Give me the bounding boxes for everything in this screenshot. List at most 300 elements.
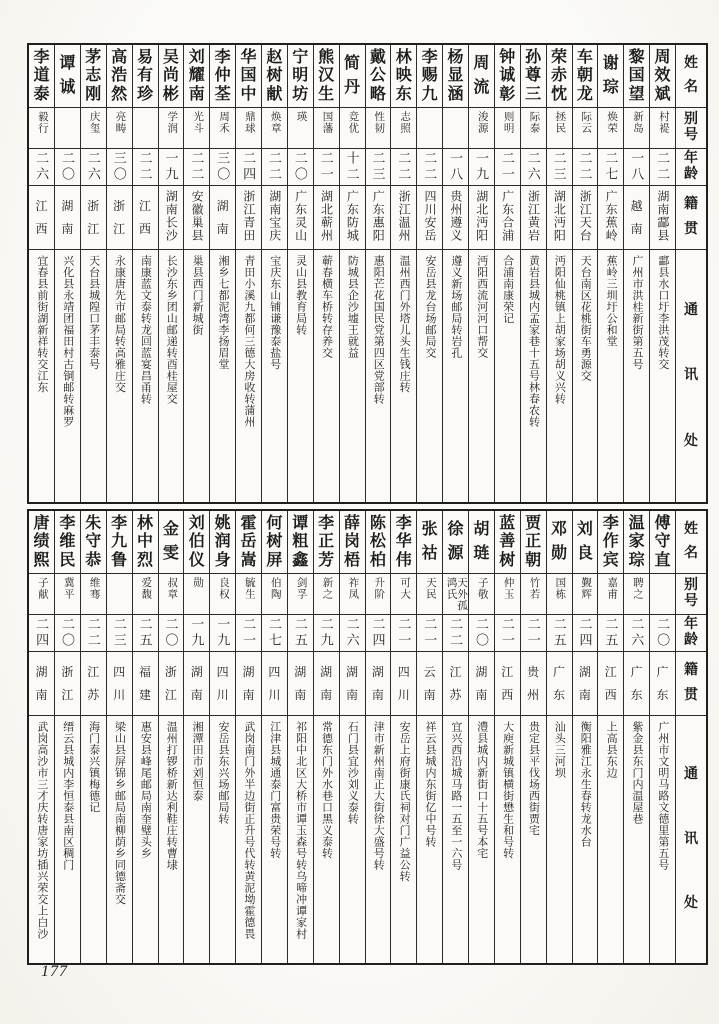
person-age bbox=[547, 149, 572, 186]
person-name: 陈 松 柏 bbox=[366, 511, 391, 574]
header-alias: 别 号 bbox=[676, 574, 706, 615]
person-name: 胡 琏 bbox=[469, 511, 494, 574]
person-native bbox=[391, 186, 416, 250]
person-address bbox=[624, 250, 649, 502]
person-age bbox=[417, 149, 442, 186]
person-native: 广 东 bbox=[624, 652, 649, 716]
person-address-text: 汕头三河坝 bbox=[553, 721, 566, 779]
person-alias-text: 鼎球 bbox=[243, 111, 255, 134]
person-address bbox=[521, 250, 546, 502]
person-age bbox=[340, 149, 365, 186]
person-age bbox=[29, 149, 54, 186]
person-name: 李 仲 荃 bbox=[210, 45, 235, 108]
person-native: 江 西 bbox=[495, 652, 520, 716]
person-address-text: 广州市洪桂新街第五号 bbox=[630, 255, 643, 370]
person-alias-text: 毓生 bbox=[243, 577, 255, 600]
person-alias-text: 际云 bbox=[580, 111, 592, 134]
person-column bbox=[649, 511, 675, 963]
person-alias bbox=[81, 108, 106, 149]
person-native bbox=[443, 186, 468, 250]
person-alias bbox=[417, 108, 442, 149]
person-column bbox=[546, 511, 572, 963]
person-alias-text: 际泰 bbox=[528, 111, 540, 134]
person-alias bbox=[107, 108, 132, 149]
person-alias bbox=[650, 574, 675, 615]
person-age-text: 二六 bbox=[525, 151, 541, 183]
person-native bbox=[469, 186, 494, 250]
person-age-text: 一八 bbox=[629, 151, 645, 183]
person-age-text: 二〇 bbox=[59, 617, 75, 649]
person-alias-text: 庆玺 bbox=[88, 111, 100, 134]
person-alias bbox=[288, 574, 313, 615]
person-age bbox=[650, 615, 675, 652]
person-native: 湖 南 bbox=[29, 652, 54, 716]
person-age-text: 二五 bbox=[292, 617, 308, 649]
person-age bbox=[314, 615, 339, 652]
person-address bbox=[81, 716, 106, 963]
person-column bbox=[132, 45, 158, 502]
person-alias-text: 良权 bbox=[217, 577, 229, 600]
person-address-text: 湘潭田市刘恒泰 bbox=[191, 721, 204, 802]
directory-table-top bbox=[27, 43, 708, 504]
person-alias-text: 学润 bbox=[166, 111, 178, 134]
person-native-text: 广东防城 bbox=[345, 190, 360, 242]
person-native bbox=[236, 186, 261, 250]
person-address-text: 温州打锣桥新达利鞋庄转曹埭 bbox=[165, 721, 178, 871]
person-name: 孙 尊 三 bbox=[521, 45, 546, 108]
person-age-text: 二二 bbox=[422, 151, 438, 183]
person-name: 李 道 泰 bbox=[29, 45, 54, 108]
person-alias-text: 升阶 bbox=[373, 577, 385, 600]
person-column bbox=[365, 511, 391, 963]
person-address bbox=[443, 250, 468, 502]
person-age bbox=[573, 615, 598, 652]
person-address bbox=[81, 250, 106, 502]
person-age bbox=[314, 149, 339, 186]
person-address-text: 灵山县教育局转 bbox=[294, 255, 307, 336]
person-address bbox=[598, 716, 623, 963]
person-age bbox=[236, 615, 261, 652]
person-age bbox=[288, 615, 313, 652]
person-name: 茅 志 刚 bbox=[81, 45, 106, 108]
person-alias bbox=[340, 108, 365, 149]
person-native: 广 东 bbox=[547, 652, 572, 716]
person-age-text: 二六 bbox=[85, 151, 101, 183]
person-address-text: 长沙东乡团山邮递转酉桂屋交 bbox=[165, 255, 178, 405]
person-alias bbox=[55, 574, 80, 615]
person-name: 周 效 斌 bbox=[650, 45, 675, 108]
person-age bbox=[262, 149, 287, 186]
person-alias bbox=[391, 108, 416, 149]
person-name: 赵 树 献 bbox=[262, 45, 287, 108]
person-age-text: 二〇 bbox=[473, 617, 489, 649]
person-column bbox=[442, 511, 468, 963]
person-column bbox=[29, 45, 54, 502]
person-name: 刘 伯 仪 bbox=[184, 511, 209, 574]
person-address bbox=[650, 250, 675, 502]
person-native bbox=[366, 186, 391, 250]
person-alias-text: 勋 bbox=[192, 577, 204, 589]
person-alias bbox=[573, 108, 598, 149]
person-alias bbox=[184, 574, 209, 615]
person-alias bbox=[443, 574, 468, 615]
person-name: 唐 绩 熙 bbox=[29, 511, 54, 574]
person-alias-text: 焕荣 bbox=[606, 111, 618, 134]
person-alias bbox=[159, 108, 184, 149]
person-alias-text: 则明 bbox=[502, 111, 514, 134]
person-alias bbox=[184, 108, 209, 149]
person-column bbox=[416, 45, 442, 502]
person-address-text: 天台县城隍口茅丰泰号 bbox=[87, 255, 100, 370]
person-address bbox=[521, 716, 546, 963]
person-name: 林 映 东 bbox=[391, 45, 416, 108]
person-alias bbox=[133, 574, 158, 615]
page-number: 177 bbox=[41, 963, 68, 980]
person-age-text: 二一 bbox=[241, 617, 257, 649]
person-native-text: 湖北蕲州 bbox=[319, 190, 334, 242]
person-address bbox=[598, 250, 623, 502]
person-column bbox=[132, 511, 158, 963]
person-alias bbox=[262, 108, 287, 149]
person-age bbox=[159, 615, 184, 652]
person-native-text: 广东惠阳 bbox=[371, 190, 386, 242]
person-native-text: 浙江黄岩 bbox=[526, 190, 541, 242]
person-age bbox=[521, 149, 546, 186]
person-column bbox=[339, 511, 365, 963]
person-alias-text: 拯民 bbox=[554, 111, 566, 134]
person-age bbox=[469, 615, 494, 652]
person-age bbox=[547, 615, 572, 652]
person-age bbox=[391, 149, 416, 186]
person-native bbox=[314, 186, 339, 250]
person-age-text: 一八 bbox=[448, 151, 464, 183]
person-alias bbox=[210, 574, 235, 615]
person-column bbox=[520, 511, 546, 963]
person-address bbox=[288, 716, 313, 963]
person-age-text: 二四 bbox=[370, 617, 386, 649]
person-age bbox=[159, 149, 184, 186]
person-alias bbox=[29, 574, 54, 615]
person-native-text: 湖南宝庆 bbox=[267, 190, 282, 242]
person-alias bbox=[340, 574, 365, 615]
person-alias-text: 祚凤 bbox=[347, 577, 359, 600]
person-address bbox=[391, 250, 416, 502]
person-address-text: 沔阳仙桃镇上胡家场胡义兴转 bbox=[553, 255, 566, 405]
person-native-text: 广东灵山 bbox=[293, 190, 308, 242]
person-age-text: 三〇 bbox=[215, 151, 231, 183]
person-alias bbox=[598, 574, 623, 615]
person-address-text: 防城县企沙墟王就益 bbox=[346, 255, 359, 359]
person-address-text: 梁山县屏锦乡邮局南柳荫乡同德斋交 bbox=[113, 721, 126, 905]
person-name: 何 树 屏 bbox=[262, 511, 287, 574]
person-native: 越 南 bbox=[624, 186, 649, 250]
person-native: 四 川 bbox=[210, 652, 235, 716]
person-name: 徐 源 bbox=[443, 511, 468, 574]
person-address-text: 祁阳中北区大桥市谭玉森号转乌啼冲谭家村 bbox=[294, 721, 307, 940]
person-native: 湖 南 bbox=[55, 186, 80, 250]
person-alias bbox=[159, 574, 184, 615]
person-address-text: 衡阳雅江永生春转龙水台 bbox=[579, 721, 592, 848]
person-address-text: 沔阳西流河河口帮交 bbox=[475, 255, 488, 359]
person-alias-text: 性韧 bbox=[373, 111, 385, 134]
person-alias bbox=[107, 574, 132, 615]
person-alias-text: 爱馥 bbox=[140, 577, 152, 600]
person-alias-text: 竞优 bbox=[347, 111, 359, 134]
person-native-text: 四川安岳 bbox=[422, 190, 437, 242]
person-alias bbox=[521, 574, 546, 615]
person-age-text: 二〇 bbox=[163, 617, 179, 649]
person-address bbox=[262, 716, 287, 963]
person-age-text: 二六 bbox=[34, 151, 50, 183]
person-column bbox=[158, 511, 184, 963]
person-age-text: 二一 bbox=[499, 617, 515, 649]
person-age bbox=[29, 615, 54, 652]
person-alias bbox=[469, 574, 494, 615]
person-address-text: 黄岩县城内孟家巷十五号林春农转 bbox=[527, 255, 540, 428]
person-name: 刘 耀 南 bbox=[184, 45, 209, 108]
person-name: 熊 汉 生 bbox=[314, 45, 339, 108]
person-column bbox=[572, 45, 598, 502]
person-column bbox=[287, 45, 313, 502]
person-address-text: 合浦南康荣记 bbox=[501, 255, 514, 324]
person-address-text: 安岳上府街康氏祠对门广益公转 bbox=[398, 721, 411, 882]
person-address bbox=[547, 250, 572, 502]
person-native: 江 西 bbox=[29, 186, 54, 250]
person-age bbox=[210, 149, 235, 186]
person-column bbox=[29, 511, 54, 963]
person-column bbox=[494, 511, 520, 963]
person-address bbox=[29, 250, 54, 502]
person-native: 四 川 bbox=[107, 652, 132, 716]
person-address bbox=[236, 250, 261, 502]
person-address-text: 安岳县龙台场邮局交 bbox=[423, 255, 436, 359]
person-address-text: 宜春县前街湖新祥转交江东 bbox=[35, 255, 48, 393]
person-age-text: 二四 bbox=[34, 617, 50, 649]
person-age-text: 二六 bbox=[629, 617, 645, 649]
person-alias bbox=[573, 574, 598, 615]
person-alias bbox=[366, 108, 391, 149]
person-alias-text: 新之 bbox=[321, 577, 333, 600]
person-name: 钟 诚 彰 bbox=[495, 45, 520, 108]
person-age-text: 二〇 bbox=[292, 151, 308, 183]
person-native-text: 湖北沔阳 bbox=[474, 190, 489, 242]
person-alias bbox=[598, 108, 623, 149]
person-alias bbox=[288, 108, 313, 149]
person-address-text: 武岗高沙市三才庆转唐家坊插兴荣交上白沙 bbox=[35, 721, 48, 940]
person-address-text: 永康唐先市邮局转高雅庄交 bbox=[113, 255, 126, 393]
person-address-text: 惠阳芒花国民党第四区党部转 bbox=[372, 255, 385, 405]
person-name: 傅 守 直 bbox=[650, 511, 675, 574]
person-alias bbox=[417, 574, 442, 615]
header-address: 通 讯 处 bbox=[684, 302, 698, 449]
person-address-text: 湘乡七都泥湾李扬眉堂 bbox=[216, 255, 229, 370]
person-column bbox=[183, 511, 209, 963]
person-alias-text: 天民 bbox=[424, 577, 436, 600]
person-address-text: 武岗南门外半边街正升号代转黄泥坳霍德畏 bbox=[242, 721, 255, 940]
person-age bbox=[495, 149, 520, 186]
person-native: 湖 南 bbox=[236, 652, 261, 716]
person-native: 湖 南 bbox=[288, 652, 313, 716]
person-name: 李 正 芳 bbox=[314, 511, 339, 574]
person-column bbox=[442, 45, 468, 502]
person-name: 李 华 伟 bbox=[391, 511, 416, 574]
header-age: 年 龄 bbox=[676, 149, 706, 186]
person-address-text: 宜兴西沿城马路一五至一六号 bbox=[449, 721, 462, 871]
person-native bbox=[598, 186, 623, 250]
person-address bbox=[55, 250, 80, 502]
person-address-text: 缙云县城内李恒泰县南区稠门 bbox=[61, 721, 74, 871]
person-name: 刘 良 bbox=[573, 511, 598, 574]
person-address bbox=[547, 716, 572, 963]
person-address bbox=[366, 250, 391, 502]
person-address bbox=[29, 716, 54, 963]
person-column bbox=[365, 45, 391, 502]
person-alias-text: 村褆 bbox=[657, 111, 669, 134]
person-address bbox=[495, 250, 520, 502]
person-address bbox=[391, 716, 416, 963]
person-age-text: 二三 bbox=[111, 617, 127, 649]
person-native-text: 广东合浦 bbox=[500, 190, 515, 242]
person-age bbox=[650, 149, 675, 186]
person-age bbox=[133, 149, 158, 186]
person-age bbox=[107, 149, 132, 186]
person-column bbox=[390, 511, 416, 963]
person-age bbox=[236, 149, 261, 186]
person-native: 云 南 bbox=[417, 652, 442, 716]
person-column bbox=[209, 511, 235, 963]
person-address-text: 江津县城通泰门富贵荣号转 bbox=[268, 721, 281, 859]
person-address-text: 惠安县峰尾邮局南奎璧头乡 bbox=[139, 721, 152, 859]
person-native-text: 安徽巢县 bbox=[190, 190, 205, 242]
person-column bbox=[80, 45, 106, 502]
person-alias-text: 叔章 bbox=[166, 577, 178, 600]
person-age bbox=[443, 149, 468, 186]
person-address bbox=[573, 250, 598, 502]
person-name: 张 祜 bbox=[417, 511, 442, 574]
person-alias-text: 子敬 bbox=[476, 577, 488, 600]
person-address bbox=[210, 716, 235, 963]
person-alias bbox=[650, 108, 675, 149]
person-name: 谭 诚 bbox=[55, 45, 80, 108]
person-address-text: 宝庆东山铺谦豫泰盐号 bbox=[268, 255, 281, 370]
person-column bbox=[597, 45, 623, 502]
header-native: 籍 贯 bbox=[676, 652, 706, 716]
person-alias bbox=[495, 108, 520, 149]
person-age-text: 二一 bbox=[499, 151, 515, 183]
header-name: 姓 名 bbox=[676, 511, 706, 574]
person-age bbox=[417, 615, 442, 652]
person-address bbox=[340, 716, 365, 963]
person-alias-text: 伯陶 bbox=[269, 577, 281, 600]
person-age-text: 二五 bbox=[137, 617, 153, 649]
person-age bbox=[340, 615, 365, 652]
person-alias bbox=[366, 574, 391, 615]
person-age-text: 二二 bbox=[577, 151, 593, 183]
person-alias-text: 焕章 bbox=[269, 111, 281, 134]
person-address bbox=[159, 716, 184, 963]
person-address bbox=[107, 250, 132, 502]
person-age-text: 一九 bbox=[163, 151, 179, 183]
person-address bbox=[443, 716, 468, 963]
person-alias bbox=[624, 108, 649, 149]
person-native-text: 湖南酃县 bbox=[655, 190, 670, 242]
person-address bbox=[417, 250, 442, 502]
person-age-text: 二四 bbox=[577, 617, 593, 649]
person-alias bbox=[29, 108, 54, 149]
person-address bbox=[133, 250, 158, 502]
person-native: 湖 南 bbox=[210, 186, 235, 250]
person-column bbox=[106, 511, 132, 963]
person-age-text: 二四 bbox=[241, 151, 257, 183]
person-name: 李 作 宾 bbox=[598, 511, 623, 574]
person-age bbox=[495, 615, 520, 652]
person-address bbox=[107, 716, 132, 963]
person-column bbox=[183, 45, 209, 502]
person-native: 福 建 bbox=[133, 652, 158, 716]
person-native bbox=[184, 186, 209, 250]
person-name: 谭 粗 鑫 bbox=[288, 511, 313, 574]
person-native: 湖 南 bbox=[366, 652, 391, 716]
person-age-text: 二六 bbox=[344, 617, 360, 649]
person-column bbox=[80, 511, 106, 963]
person-name: 吴 尚 彬 bbox=[159, 45, 184, 108]
person-native: 江 苏 bbox=[81, 652, 106, 716]
person-age bbox=[391, 615, 416, 652]
person-age bbox=[107, 615, 132, 652]
person-column bbox=[261, 511, 287, 963]
person-column bbox=[494, 45, 520, 502]
person-alias bbox=[469, 108, 494, 149]
person-address bbox=[366, 716, 391, 963]
person-age bbox=[184, 615, 209, 652]
person-column bbox=[520, 45, 546, 502]
person-column bbox=[339, 45, 365, 502]
person-column bbox=[313, 511, 339, 963]
person-age bbox=[55, 615, 80, 652]
person-native bbox=[288, 186, 313, 250]
person-name: 霍 岳 嵩 bbox=[236, 511, 261, 574]
person-age-text: 二七 bbox=[603, 151, 619, 183]
person-name: 荣 赤 忱 bbox=[547, 45, 572, 108]
person-alias-text: 天外孤鸿氏 bbox=[445, 577, 468, 612]
person-name: 高 浩 然 bbox=[107, 45, 132, 108]
person-native bbox=[340, 186, 365, 250]
person-age bbox=[624, 149, 649, 186]
person-address-text: 天台南区花桃街车勇源交 bbox=[579, 255, 592, 382]
person-alias-text: 剑孚 bbox=[295, 577, 307, 600]
person-address bbox=[184, 250, 209, 502]
person-native: 江 西 bbox=[133, 186, 158, 250]
person-name: 杨 显 涵 bbox=[443, 45, 468, 108]
person-age-text: 二二 bbox=[189, 151, 205, 183]
person-native bbox=[159, 186, 184, 250]
person-alias-text: 聘之 bbox=[631, 577, 643, 600]
person-alias bbox=[521, 108, 546, 149]
person-native: 四 川 bbox=[391, 652, 416, 716]
person-name: 谢 琮 bbox=[598, 45, 623, 108]
person-name: 金 雯 bbox=[159, 511, 184, 574]
person-column bbox=[623, 45, 649, 502]
person-column bbox=[546, 45, 572, 502]
person-address bbox=[133, 716, 158, 963]
person-column bbox=[649, 45, 675, 502]
person-age bbox=[624, 615, 649, 652]
person-age bbox=[288, 149, 313, 186]
person-alias bbox=[236, 108, 261, 149]
person-native-text: 广东蕉岭 bbox=[604, 190, 619, 242]
person-alias bbox=[262, 574, 287, 615]
person-native bbox=[650, 186, 675, 250]
